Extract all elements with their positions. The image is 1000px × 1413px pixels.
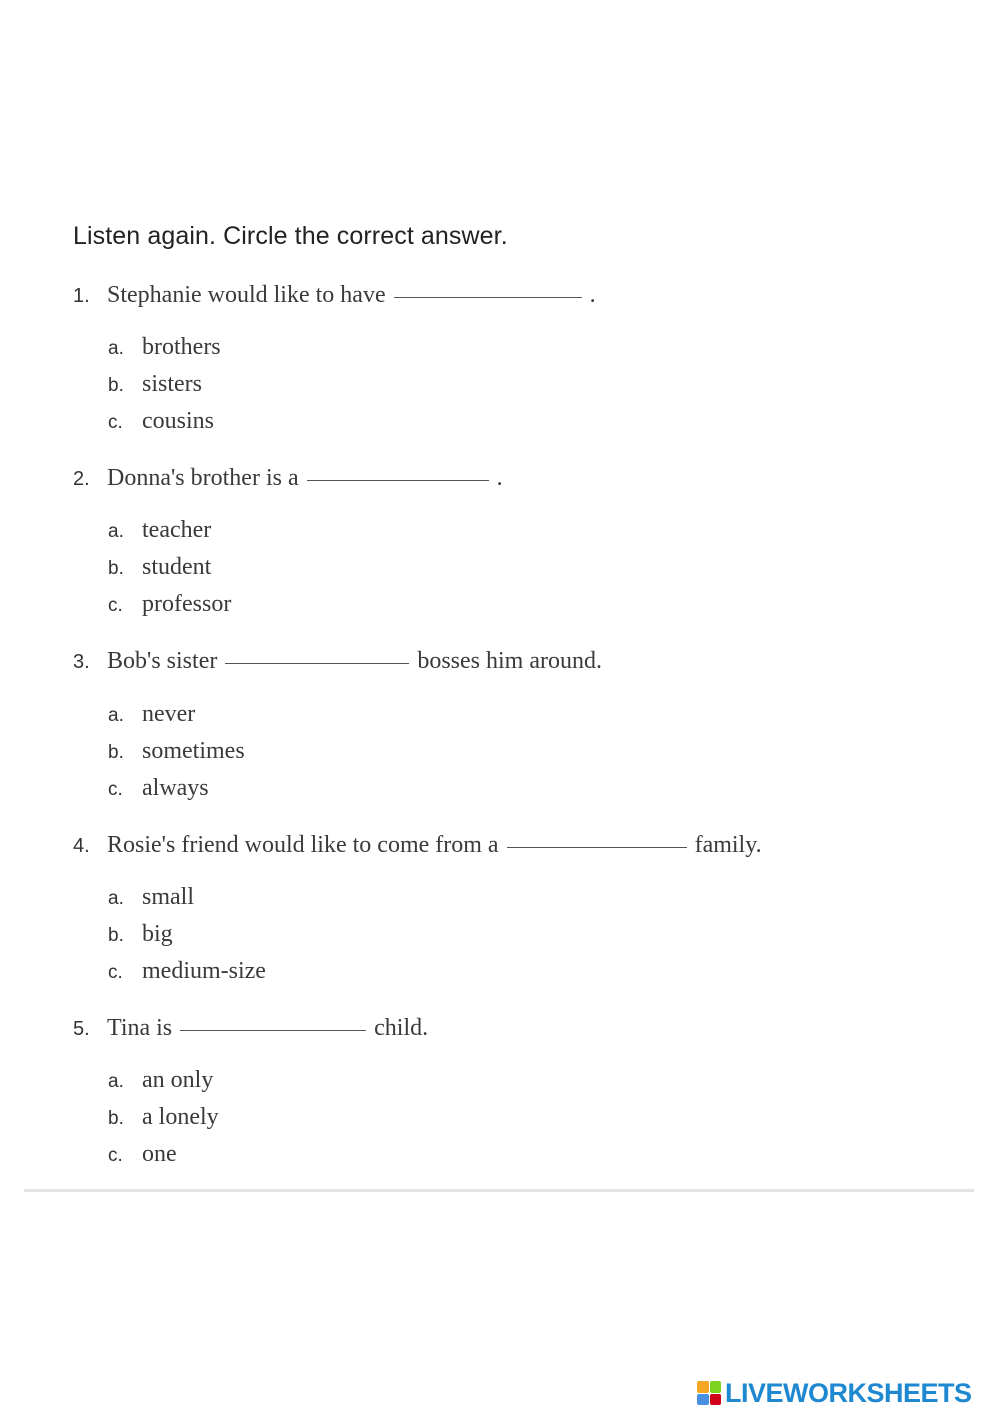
- question-text-after: .: [589, 282, 596, 308]
- question-text-after: .: [496, 465, 503, 491]
- option-c[interactable]: c. one: [108, 1141, 177, 1167]
- answer-blank[interactable]: [394, 296, 582, 298]
- option-b[interactable]: b. sometimes: [108, 738, 245, 764]
- answer-blank[interactable]: [225, 662, 409, 664]
- question-text-before: Stephanie would like to have: [107, 282, 386, 308]
- instruction-heading: Listen again. Circle the correct answer.: [73, 222, 508, 250]
- option-c[interactable]: c. always: [108, 775, 209, 801]
- options-1: [108, 329, 221, 440]
- question-4: [73, 832, 762, 859]
- option-c[interactable]: c. cousins: [108, 408, 214, 434]
- question-number: 5.: [73, 1018, 90, 1040]
- question-number: 4.: [73, 835, 90, 857]
- question-text-after: child.: [374, 1015, 429, 1041]
- option-a[interactable]: a. never: [108, 701, 196, 727]
- option-b[interactable]: b. a lonely: [108, 1104, 219, 1130]
- option-a[interactable]: a. an only: [108, 1067, 214, 1093]
- answer-blank[interactable]: [307, 479, 489, 481]
- options-5: [108, 1062, 219, 1173]
- question-3: [73, 648, 602, 675]
- options-3: [108, 696, 245, 807]
- options-2: [108, 512, 231, 623]
- question-5: [73, 1015, 428, 1042]
- option-b[interactable]: b. big: [108, 921, 173, 947]
- options-4: [108, 879, 266, 990]
- question-text-before: Bob's sister: [107, 648, 218, 674]
- question-1: [73, 282, 596, 309]
- brand-name: LIVEWORKSHEETS: [725, 1378, 972, 1408]
- liveworksheets-brand[interactable]: [697, 1378, 972, 1408]
- option-a[interactable]: a. small: [108, 884, 194, 910]
- option-b[interactable]: b. sisters: [108, 371, 202, 397]
- option-a[interactable]: a. teacher: [108, 517, 212, 543]
- question-text-after: bosses him around.: [417, 648, 602, 674]
- question-number: 2.: [73, 468, 90, 490]
- option-b[interactable]: b. student: [108, 554, 212, 580]
- option-a[interactable]: a. brothers: [108, 334, 221, 360]
- option-c[interactable]: c. professor: [108, 591, 232, 617]
- question-text-after: family.: [694, 832, 762, 858]
- answer-blank[interactable]: [180, 1029, 366, 1031]
- option-c[interactable]: c. medium-size: [108, 958, 266, 984]
- question-number: 1.: [73, 285, 90, 307]
- question-number: 3.: [73, 651, 90, 673]
- question-text-before: Rosie's friend would like to come from a: [107, 832, 499, 858]
- liveworksheets-logo-icon: [697, 1381, 721, 1405]
- question-text-before: Tina is: [107, 1015, 173, 1041]
- question-text-before: Donna's brother is a: [107, 465, 299, 491]
- question-2: [73, 465, 503, 492]
- answer-blank[interactable]: [507, 846, 687, 848]
